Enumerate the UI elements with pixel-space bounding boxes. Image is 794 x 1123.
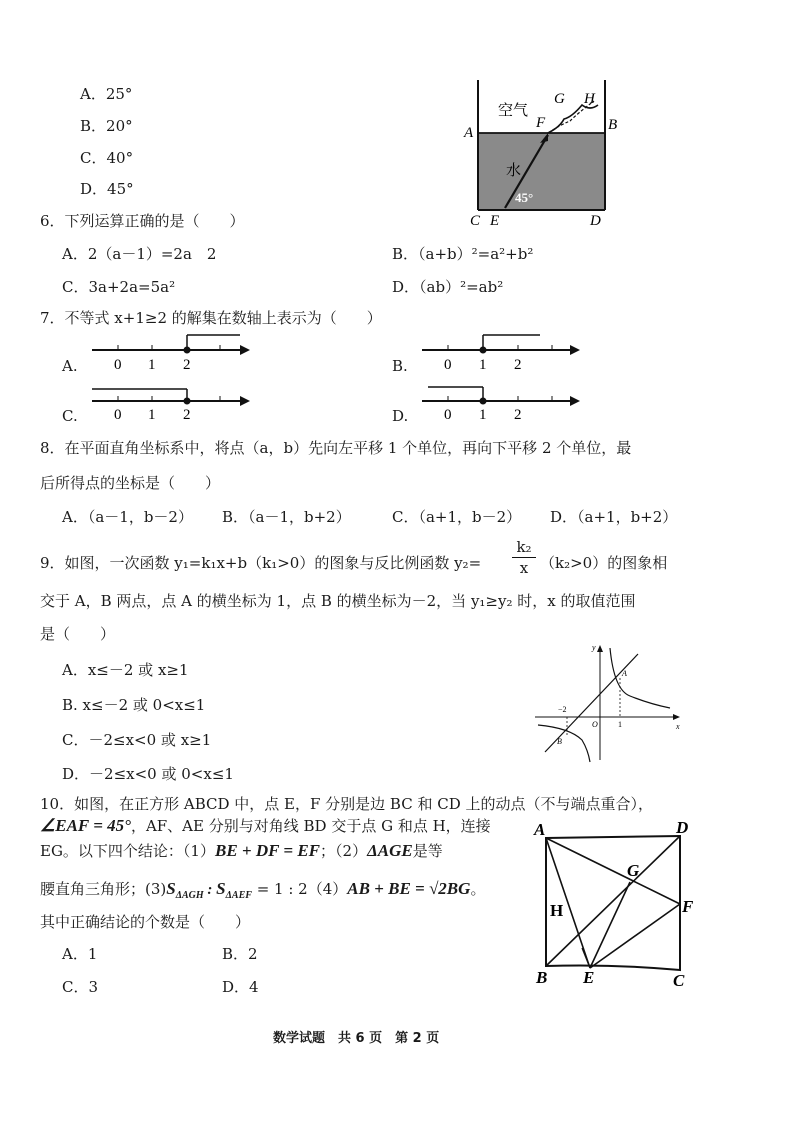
q5-refraction-figure <box>460 75 630 235</box>
q10-label-D: D <box>676 818 689 837</box>
q10-conclusion-2: ΔAGE <box>367 841 413 860</box>
q8-option-d: D．（a+1，b+2） <box>550 508 678 526</box>
svg-text:1: 1 <box>479 407 487 423</box>
q6-option-d: D．（ab）²=ab² <box>392 278 504 296</box>
q10-label-E: E <box>583 968 595 987</box>
label-G: G <box>554 91 565 107</box>
hyperbola-branch-1 <box>610 648 670 708</box>
q10-area-s2-sub: ΔAEF <box>225 890 252 901</box>
q9-option-a: A．x≤－2 或 x≥1 <box>62 661 189 679</box>
q5-option-c: C．40° <box>80 149 134 167</box>
svg-text:1: 1 <box>618 720 622 729</box>
label-A: A <box>464 125 474 141</box>
q7-numberline-d <box>420 383 590 428</box>
q7-label-a: A. <box>62 357 78 375</box>
q6-option-a: A．2（a－1）=2a 2 <box>62 245 217 263</box>
q10-ratio-colon: : <box>203 882 217 898</box>
q8-option-b: B．（a－1，b+2） <box>222 508 351 526</box>
svg-text:y: y <box>592 643 596 652</box>
q5-option-d: D．45° <box>80 180 134 198</box>
q10-label-G: G <box>627 861 640 880</box>
q10-line2 <box>40 815 491 836</box>
q8-stem-line2: 后所得点的坐标是（ ） <box>40 474 221 492</box>
svg-text:0: 0 <box>444 357 452 373</box>
q10-line3 <box>40 840 443 861</box>
q10-line2-text: ，AF、AE 分别与对角线 BD 交于点 G 和点 H，连接 <box>130 817 491 835</box>
q9-stem-part2: （k₂>0）的图象相 <box>540 554 668 572</box>
page-footer: 数学试题 共 6 页 第 2 页 <box>273 1031 440 1046</box>
q9-stem-line2: 交于 A，B 两点，点 A 的横坐标为 1，点 B 的横坐标为－2，当 y₁≥y₂ 时，x 的取值范围 <box>40 592 636 610</box>
q9-fraction <box>512 537 536 578</box>
q7-label-b: B. <box>392 357 408 375</box>
q10-label-H: H <box>550 901 564 920</box>
q9-fraction-denominator: x <box>519 559 529 577</box>
q9-stem-part1: 9．如图，一次函数 y₁=k₁x+b（k₁>0）的图象与反比例函数 y₂= <box>40 554 482 572</box>
label-F: F <box>536 115 546 131</box>
q10-conclusion-4: AB + BE = √2BG <box>347 879 471 898</box>
q7-stem: 7．不等式 x+1≥2 的解集在数轴上表示为（ ） <box>40 309 382 327</box>
q7-label-c: C. <box>62 407 78 425</box>
label-H: H <box>584 91 595 107</box>
q10-label-C: C <box>673 971 685 990</box>
q9-function-graph <box>530 640 690 765</box>
q10-label-A: A <box>534 820 546 839</box>
q6-option-c: C．3a+2a=5a² <box>62 278 176 296</box>
q9-stem-line3: 是（ ） <box>40 625 116 643</box>
svg-text:x: x <box>676 722 680 731</box>
label-D: D <box>590 213 601 229</box>
svg-text:−2: −2 <box>558 705 567 714</box>
svg-text:0: 0 <box>444 407 452 423</box>
q10-ratio-value: = 1 : 2（4） <box>251 880 348 898</box>
q9-option-d: D．－2≤x<0 或 0<x≤1 <box>62 765 234 783</box>
svg-text:O: O <box>592 720 598 729</box>
q7-numberline-b <box>420 330 590 375</box>
q8-stem-line1: 8．在平面直角坐标系中，将点（a，b）先向左平移 1 个单位，再向下平移 2 个单位，最 <box>40 439 632 457</box>
label-water: 水 <box>506 163 522 179</box>
svg-text:2: 2 <box>183 357 191 373</box>
svg-text:2: 2 <box>183 407 191 423</box>
q10-label-F: F <box>682 897 694 916</box>
q6-option-b: B．（a+b）²=a²+b² <box>392 245 534 263</box>
label-E: E <box>490 213 500 229</box>
hyperbola-branch-2 <box>538 725 590 762</box>
q10-line4-end: 。 <box>470 880 486 898</box>
q10-line3-text-c: ；（2） <box>320 842 368 860</box>
svg-text:0: 0 <box>114 357 122 373</box>
q10-square-figure <box>530 818 710 993</box>
q7-numberline-a <box>90 330 260 375</box>
q7-numberline-c <box>90 383 260 428</box>
diagonal-bd <box>546 836 680 966</box>
q10-line3-text-a: EG。以下四个结论：（1） <box>40 842 215 860</box>
label-angle: 45° <box>515 190 534 205</box>
svg-text:A: A <box>622 669 627 678</box>
q8-option-a: A．（a－1，b－2） <box>62 508 193 526</box>
q10-label-B: B <box>536 968 548 987</box>
label-B: B <box>608 117 618 133</box>
q10-line1: 10．如图，在正方形 ABCD 中，点 E，F 分别是边 BC 和 CD 上的动点（不与端点重合）， <box>40 795 654 813</box>
q10-conclusion-1: BE + DF = EF <box>214 841 321 860</box>
q9-option-c: C．－2≤x<0 或 x≥1 <box>62 731 212 749</box>
q10-option-a: A．1 <box>62 945 98 963</box>
q10-option-c: C．3 <box>62 978 99 996</box>
q8-option-c: C．（a+1，b－2） <box>392 508 522 526</box>
svg-text:1: 1 <box>148 357 156 373</box>
q10-line5: 其中正确结论的个数是（ ） <box>40 913 251 931</box>
svg-text:0: 0 <box>114 407 122 423</box>
q10-option-d: D．4 <box>222 978 259 996</box>
segment-ef <box>590 904 680 968</box>
q10-option-b: B．2 <box>222 945 258 963</box>
q6-stem: 6．下列运算正确的是（ ） <box>40 212 245 230</box>
q10-line4 <box>40 878 485 901</box>
svg-text:B: B <box>557 737 562 746</box>
segment-af <box>546 838 680 904</box>
light-ray-air <box>548 105 598 133</box>
svg-text:1: 1 <box>479 357 487 373</box>
label-air: 空气 <box>498 103 529 119</box>
q9-fraction-numerator: k₂ <box>512 537 536 558</box>
svg-text:2: 2 <box>514 357 522 373</box>
svg-text:1: 1 <box>148 407 156 423</box>
segment-eg <box>590 882 630 968</box>
q10-area-s1: S <box>166 879 176 898</box>
q10-angle-eaf: ∠EAF = 45° <box>40 816 131 835</box>
label-C: C <box>470 213 481 229</box>
q7-label-d: D. <box>392 407 409 425</box>
q9-option-b: B. x≤－2 或 0<x≤1 <box>62 696 206 714</box>
q10-line3-text-e: 是等 <box>412 842 443 860</box>
q10-line4-text-a: 腰直角三角形；(3) <box>40 880 167 898</box>
svg-text:2: 2 <box>514 407 522 423</box>
q5-option-a: A．25° <box>80 85 133 103</box>
q5-option-b: B．20° <box>80 117 133 135</box>
q10-area-s1-sub: ΔAGH <box>175 890 204 901</box>
q10-area-s2: S <box>216 879 226 898</box>
